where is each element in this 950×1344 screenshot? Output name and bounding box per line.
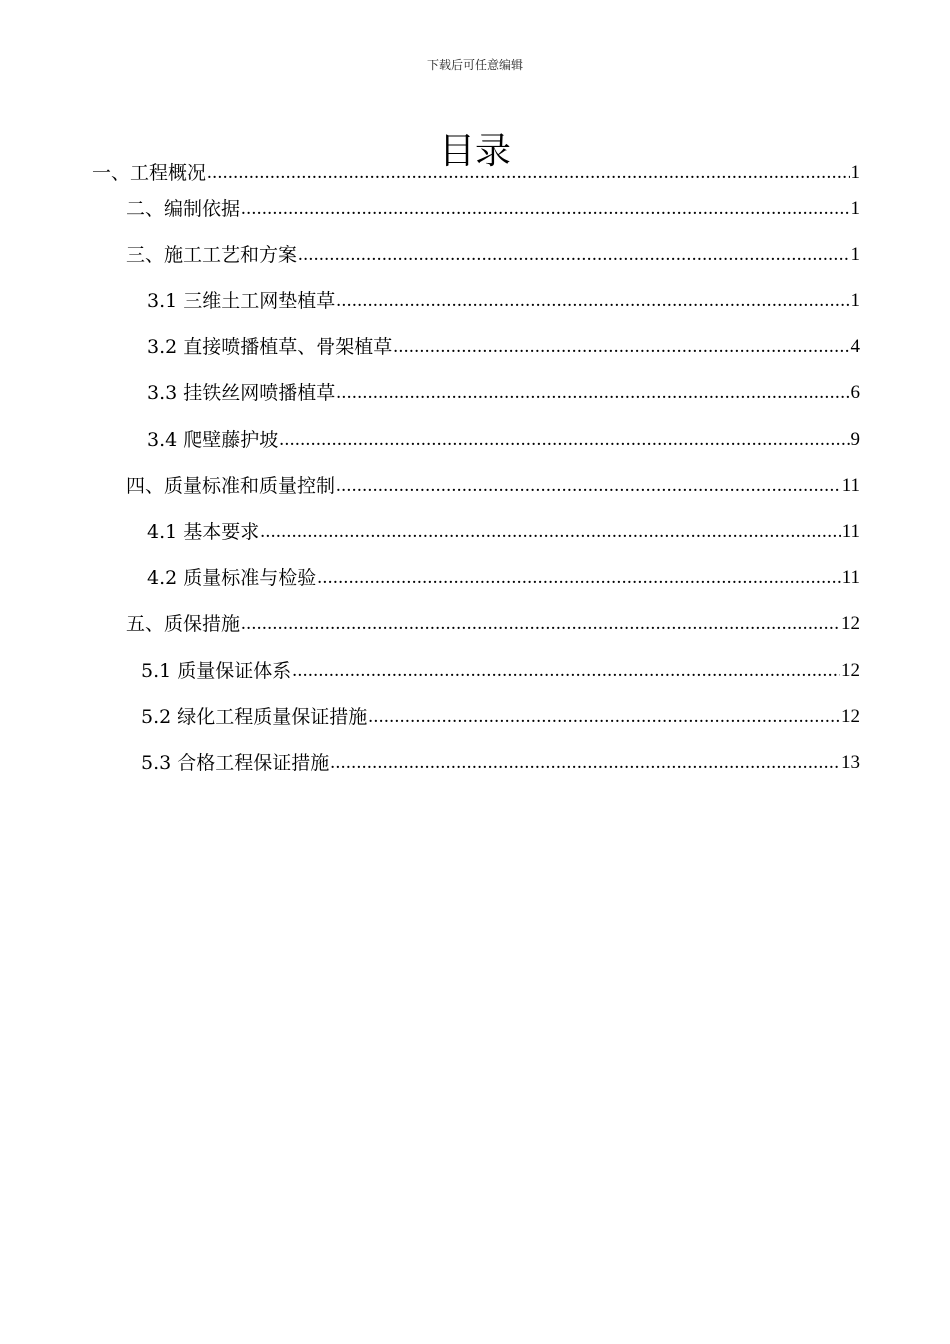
toc-page-number: 12 (841, 660, 860, 681)
toc-entry-label: 三、施工工艺和方案 (126, 244, 298, 266)
toc-entry-1[interactable] (92, 158, 860, 186)
toc-entry-label: 4.2 质量标准与检验 (147, 567, 317, 589)
toc-dot-leader (207, 160, 849, 186)
toc-entry-4[interactable] (126, 471, 860, 499)
toc-dot-leader (336, 380, 849, 406)
toc-entry-label: 3.1 三维土工网垫植草 (147, 290, 336, 312)
page-header: 下载后可任意编辑 (426, 58, 523, 72)
toc-entry-label: 5.2 绿化工程质量保证措施 (141, 706, 368, 728)
toc-dot-leader (241, 611, 840, 637)
toc-entry-5-3[interactable] (141, 748, 860, 776)
toc-entry-label: 五、质保措施 (126, 613, 241, 635)
toc-entry-label: 二、编制依据 (126, 198, 241, 220)
toc-page-number: 9 (850, 429, 860, 450)
toc-dot-leader (368, 704, 840, 730)
toc-page-number: 6 (850, 382, 860, 403)
toc-entry-label: 4.1 基本要求 (147, 521, 260, 543)
toc-dot-leader (298, 242, 849, 268)
toc-dot-leader (317, 565, 840, 591)
toc-entry-4-2[interactable] (147, 563, 860, 591)
toc-entry-2[interactable] (126, 194, 860, 222)
toc-entry-5-2[interactable] (141, 702, 860, 730)
toc-dot-leader (292, 658, 840, 684)
page-title: 目录 (438, 131, 511, 173)
toc-entry-3-4[interactable] (147, 425, 860, 453)
toc-dot-leader (393, 334, 849, 360)
toc-page-number: 11 (841, 475, 860, 496)
toc-entry-3[interactable] (126, 240, 860, 268)
toc-dot-leader (330, 750, 840, 776)
toc-entry-4-1[interactable] (147, 517, 860, 545)
toc-page-number: 11 (841, 567, 860, 588)
toc-entry-label: 3.2 直接喷播植草、骨架植草 (147, 336, 393, 358)
toc-entry-3-1[interactable] (147, 286, 860, 314)
toc-page-number: 1 (850, 162, 860, 183)
toc-entry-label: 3.3 挂铁丝网喷播植草 (147, 382, 336, 404)
toc-dot-leader (241, 196, 849, 222)
toc-page-number: 4 (850, 336, 860, 357)
toc-entry-label: 5.1 质量保证体系 (141, 660, 292, 682)
toc-page-number: 11 (841, 521, 860, 542)
toc-dot-leader (336, 473, 841, 499)
toc-dot-leader (279, 427, 849, 453)
toc-entry-3-3[interactable] (147, 378, 860, 406)
toc-page-number: 1 (850, 290, 860, 311)
toc-entry-label: 3.4 爬壁藤护坡 (147, 429, 279, 451)
toc-entry-label: 四、质量标准和质量控制 (126, 475, 336, 497)
toc-page-number: 1 (850, 244, 860, 265)
toc-page-number: 12 (841, 706, 860, 727)
toc-entry-3-2[interactable] (147, 332, 860, 360)
toc-page-number: 13 (841, 752, 860, 773)
toc-entry-5[interactable] (126, 609, 860, 637)
toc-entry-label: 5.3 合格工程保证措施 (141, 752, 330, 774)
toc-page-number: 12 (841, 613, 860, 634)
toc-dot-leader (260, 519, 840, 545)
toc-entry-5-1[interactable] (141, 656, 860, 684)
toc-page-number: 1 (850, 198, 860, 219)
toc-entry-label: 一、工程概况 (92, 162, 207, 184)
toc-dot-leader (336, 288, 849, 314)
